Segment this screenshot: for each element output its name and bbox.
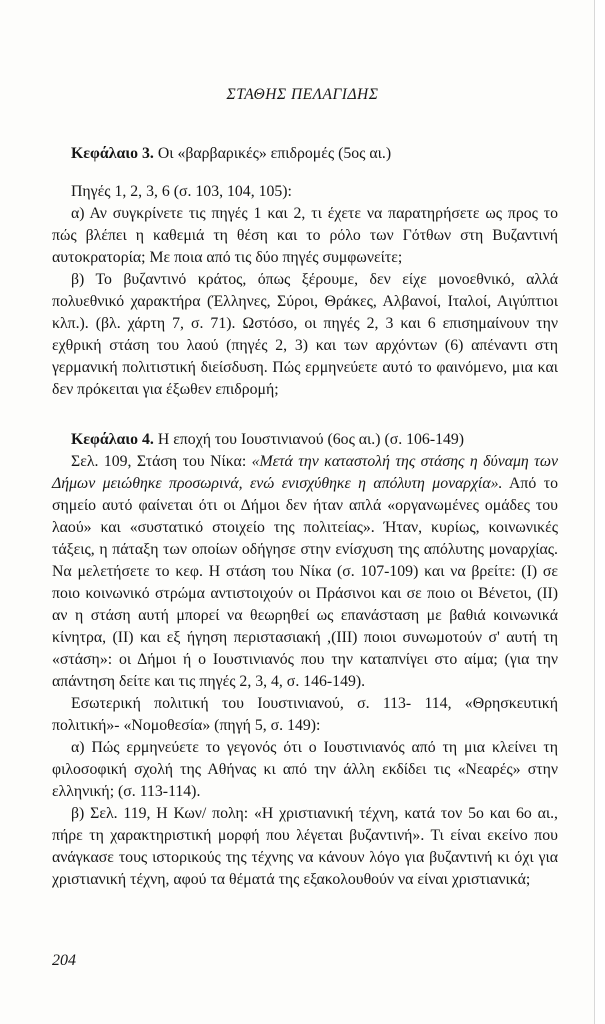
- chapter-4-question-b: β) Σελ. 119, Η Κων/ πολη: «Η χριστιανική τέχνη, κατά τον 5ο και 6ο αι., πήρε τη χαρακτηριστική μορφή που λέγεται βυζαντινή». Τι είναι εκείνο που ανάγκασε τους ιστορικούς της τέχνης να κάνουν λόγο για βυζαντινή κι όχι για χριστιανική τέχνη, αφού τα θέματά της εξακολουθούν να είναι χριστιανικά;: [52, 805, 558, 888]
- policy-paragraph: Εσωτερική πολιτική του Ιουστινιανού, σ. 113- 114, «Θρησκευτική πολιτική»- «Νομοθεσία» (πηγή 5, σ. 149):: [52, 695, 558, 734]
- chapter-4-label: Κεφάλαιο 4.: [71, 431, 154, 448]
- page-number: 204: [52, 952, 76, 969]
- chapter-3-sources: Πηγές 1, 2, 3, 6 (σ. 103, 104, 105):: [71, 183, 292, 200]
- chapter-3-question-b: β) Το βυζαντινό κράτος, όπως ξέρουμε, δεν είχε μονοεθνικό, αλλά πολυεθνικό χαρακτήρα (Έλληνες, Σύροι, Θράκες, Αλβανοί, Ιταλοί, Αιγύπτιοι κλπ.). (βλ. χάρτη 7, σ. 71). Ωστόσο, οι πηγές 2, 3 και 6 επισημαίνουν την εχθρική στάση του λαού (πηγές 2, 3) και των αρχόντων (6) απέναντι στη γερμανική πολιτιστική διείσδυση. Πώς ερμηνεύετε αυτό το φαινόμενο, μια και δεν πρόκειται για έξωθεν επιδρομή;: [52, 271, 558, 398]
- chapter-4-heading: [52, 429, 558, 451]
- page-edge: [594, 0, 605, 1024]
- chapter-3-label: Κεφάλαιο 3.: [71, 145, 154, 162]
- chapter-4-title: Η εποχή του Ιουστινιανού (6ος αι.) (σ. 106-149): [153, 431, 465, 448]
- nika-paragraph: [52, 451, 558, 693]
- running-header: ΣΤΑΘΗΣ ΠΕΛΑΓΙΔΗΣ: [226, 86, 379, 103]
- chapter-3-question-a: α) Αν συγκρίνετε τις πηγές 1 και 2, τι έχετε να παρατηρήσετε ως προς το πώς βλέπει η καθεμιά τη θέση και το ρόλο των Γότθων στη Βυζαντινή αυτοκρατορία; Με ποια από τις δύο πηγές συμφωνείτε;: [52, 205, 558, 266]
- chapter-4-question-a: α) Πώς ερμηνεύετε το γεγονός ότι ο Ιουστινιανός από τη μια κλείνει τη φιλοσοφική σχολή της Αθήνας κι από την άλλη εκδίδει τις «Νεαρές» στην ελληνική; (σ. 113-114).: [52, 739, 558, 800]
- nika-text: Από το σημείο αυτό φαίνεται ότι οι Δήμοι δεν ήταν απλά «οργανωμένες ομάδες του λαού» και «συστατικό στοιχείο της πολιτείας». Ήταν, κυρίως, κοινωνικές τάξεις, η πάταξη των οποίων οδήγησε στην ενίσχυση της απόλυτης μοναρχίας. Να μελετήσετε το κεφ. Η στάση του Νίκα (σ. 107-109) και να βρείτε: (Ι) σε ποιο κοινωνικό στρώμα αντιστοιχούν οι Πράσινοι και σε ποιο οι Βένετοι, (ΙΙ) αν η στάση αυτή μπορεί να θεωρηθεί ως επανάσταση με βαθιά κοινωνικά κίνητρα, (ΙΙ) και εξ ήγηση περιστασιακή ,(ΙΙΙ) ποιοι συνωμοτούν σ' αυτή τη «στάση»: οι Δήμοι ή ο Ιουστινιανός που την καταπνίγει στο αίμα; (για την απάντηση δείτε και τις πηγές 2, 3, 4, σ. 146-149).: [52, 475, 558, 690]
- page-body: [52, 143, 558, 891]
- chapter-3-heading: [52, 143, 558, 165]
- chapter-3-title: Οι «βαρβαρικές» επιδρομές (5ος αι.): [153, 145, 392, 162]
- section-gap: [52, 401, 558, 429]
- nika-intro: Σελ. 109, Στάση του Νίκα:: [71, 453, 252, 470]
- nika-quote: «Μετά την καταστολή της στάσης η δύναμη των Δήμων μειώθηκε προσωρινά, ενώ ενισχύθηκε η απόλυτη μοναρχία».: [52, 453, 558, 492]
